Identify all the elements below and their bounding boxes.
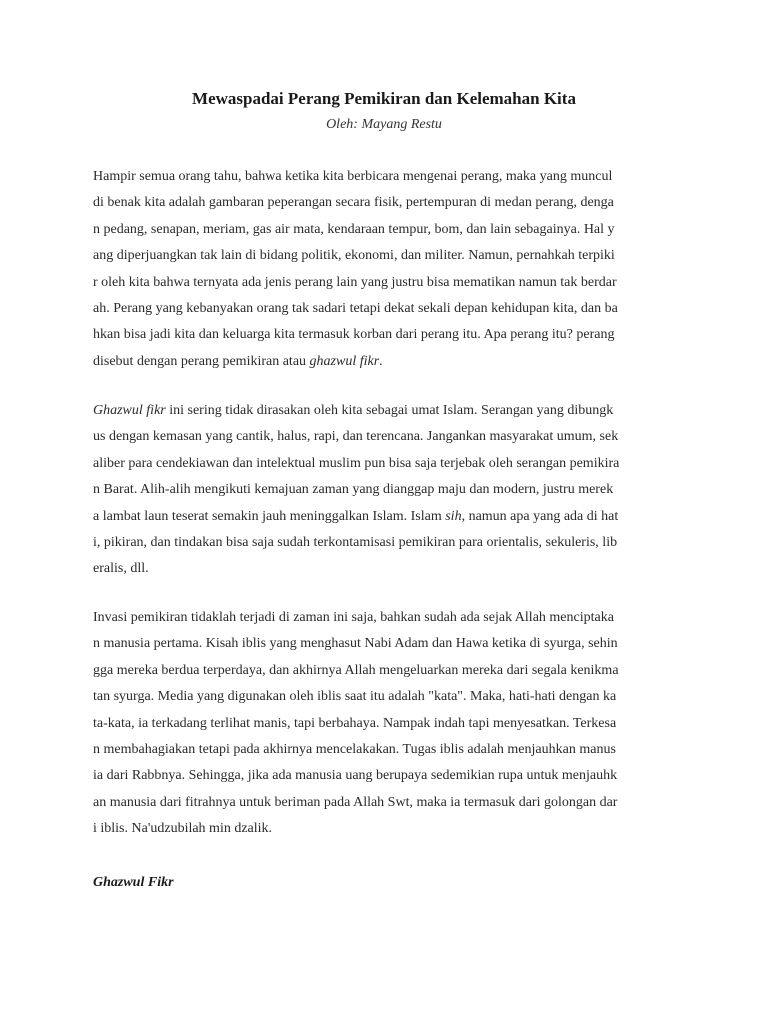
text-segment: a lambat laun teserat semakin jauh meninggalkan Islam. Islam	[93, 508, 446, 524]
text-line: eralis, dll.	[93, 561, 149, 577]
text-line: ah. Perang yang kebanyakan orang tak sadari tetapi dekat sekali depan kehidupan kita, dan ba	[93, 300, 618, 316]
text-segment: .	[379, 353, 383, 369]
text-line: Invasi pemikiran tidaklah terjadi di zaman ini saja, bahkan sudah ada sejak Allah menciptaka	[93, 610, 614, 625]
text-line: gga mereka berdua terperdaya, dan akhirnya Allah mengeluarkan mereka dari segala kenikma	[93, 662, 619, 678]
paragraph-3	[93, 605, 683, 843]
text-line: tan syurga. Media yang digunakan oleh iblis saat itu adalah "kata". Maka, hati-hati dengan ka	[93, 689, 617, 705]
text-line: r oleh kita bahwa ternyata ada jenis perang lain yang justru bisa mematikan namun tak berdar	[93, 274, 617, 290]
text-line: di benak kita adalah gambaran peperangan secara fisik, pertempuran di medan perang, denga	[93, 195, 614, 211]
author-byline: Oleh: Mayang Restu	[326, 117, 442, 132]
paragraph-2	[93, 398, 683, 583]
text-line: an manusia dari fitrahnya untuk beriman pada Allah Swt, maka ia termasuk dari golongan dar	[93, 794, 618, 810]
text-line: i iblis. Na'udzubilah min dzalik.	[93, 821, 273, 837]
text-line	[93, 398, 683, 424]
italic-term: Ghazwul fikr	[93, 403, 166, 418]
text-line: n membahagiakan tetapi pada akhirnya mencelakakan. Tugas iblis adalah menjauhkan manus	[93, 741, 616, 757]
text-line: hkan bisa jadi kita dan keluarga kita termasuk korban dari perang itu. Apa perang itu? perang	[93, 327, 615, 343]
text-line: ang diperjuangkan tak lain di bidang politik, ekonomi, dan militer. Namun, pernahkah terpiki	[93, 248, 615, 264]
text-line: i, pikiran, dan tindakan bisa saja sudah terkontamisasi pemikiran para orientalis, sekuleris, lib	[93, 534, 618, 550]
text-line: us dengan kemasan yang cantik, halus, rapi, dan terencana. Jangankan masyarakat umum, sek	[93, 429, 619, 445]
italic-term: sih	[445, 508, 462, 524]
text-line: ta-kata, ia terkadang terlihat manis, tapi berbahaya. Nampak indah tapi menyesatkan. Terkesa	[93, 715, 617, 731]
text-line: Hampir semua orang tahu, bahwa ketika kita berbicara mengenai perang, maka yang muncul	[93, 169, 613, 184]
text-segment: , namun apa yang ada di hat	[461, 508, 619, 524]
text-line	[93, 349, 683, 375]
text-line: n manusia pertama. Kisah iblis yang menghasut Nabi Adam dan Hawa ketika di syurga, sehin	[93, 636, 618, 652]
paragraph-1	[93, 164, 683, 375]
text-line	[93, 504, 683, 530]
text-line: n Barat. Alih-alih mengikuti kemajuan zaman yang dianggap maju dan modern, justru merek	[93, 482, 614, 498]
text-line: n pedang, senapan, meriam, gas air mata, kendaraan tempur, bom, dan lain sebagainya. Hal y	[93, 221, 615, 237]
text-line: ia dari Rabbnya. Sehingga, jika ada manusia uang berupaya sedemikian rupa untuk menjauhk	[93, 768, 618, 784]
text-line: aliber para cendekiawan dan intelektual muslim pun bisa saja terjebak oleh serangan pemikira	[93, 455, 620, 471]
italic-term: ghazwul fikr	[309, 353, 380, 369]
text-segment: disebut dengan perang pemikiran atau	[93, 353, 310, 369]
section-heading: Ghazwul Fikr	[93, 875, 174, 890]
text-segment: ini sering tidak dirasakan oleh kita sebagai umat Islam. Serangan yang dibungk	[165, 403, 614, 418]
document-title: Mewaspadai Perang Pemikiran dan Kelemahan Kita	[192, 89, 576, 108]
